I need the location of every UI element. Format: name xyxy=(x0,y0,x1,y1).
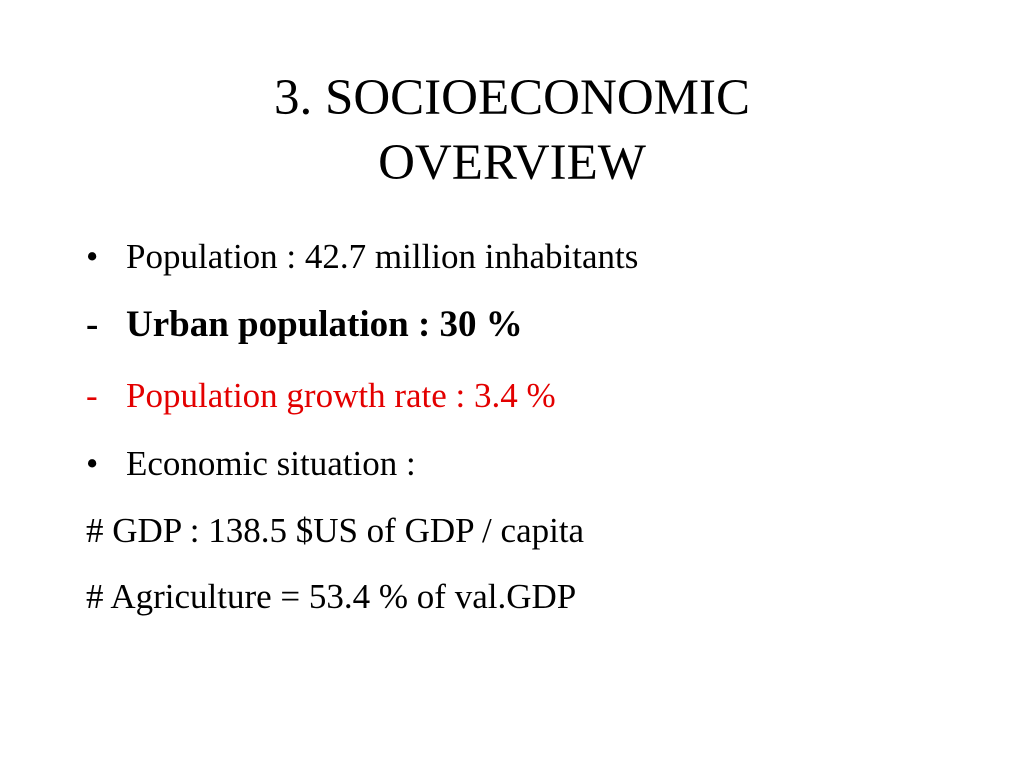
bullet-economic-situation xyxy=(86,444,986,483)
bullet-growth-rate xyxy=(86,376,986,415)
slide-title xyxy=(0,66,1024,196)
line-text: # Agriculture = 53.4 % of val.GDP xyxy=(86,577,577,616)
bullet-marker: • xyxy=(86,237,99,276)
dash-marker: - xyxy=(86,376,98,415)
dash-marker: - xyxy=(86,304,99,345)
title-line-1: 3. SOCIOECONOMIC xyxy=(273,70,751,126)
bullet-population xyxy=(86,237,986,276)
title-line-2: OVERVIEW xyxy=(378,135,646,191)
line-text: # GDP : 138.5 $US of GDP / capita xyxy=(86,511,585,550)
bullet-text: Population : 42.7 million inhabitants xyxy=(126,237,639,276)
bullet-urban-population xyxy=(86,304,986,345)
bullet-text: Urban population : 30 % xyxy=(126,304,523,345)
bullet-marker: • xyxy=(86,444,99,483)
line-gdp xyxy=(86,511,986,550)
bullet-text: Economic situation : xyxy=(126,444,416,483)
line-agriculture xyxy=(86,577,986,616)
bullet-text: Population growth rate : 3.4 % xyxy=(126,376,556,415)
